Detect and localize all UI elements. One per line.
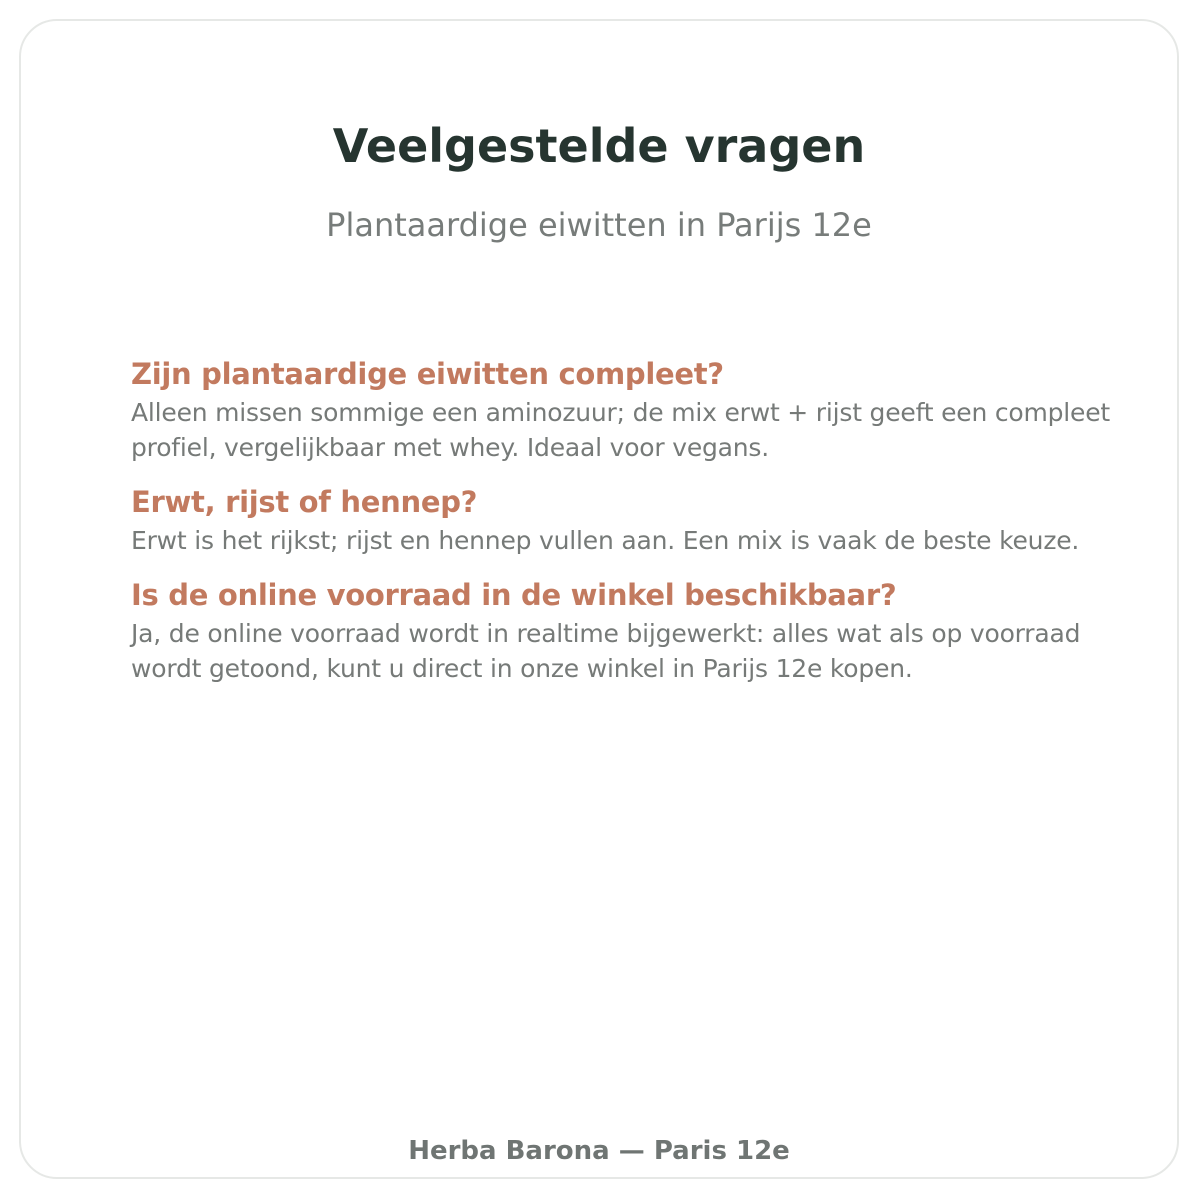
faq-answer: Ja, de online voorraad wordt in realtime bijgewerkt: alles wat als op voorraad wordt getoond, kunt u direct in onze winkel in Parijs 12e kopen. — [131, 619, 1081, 683]
faq-answer: Erwt is het rijkst; rijst en hennep vullen aan. Een mix is vaak de beste keuze. — [131, 526, 1080, 555]
page-title: Veelgestelde vragen — [332, 119, 866, 173]
faq-card — [19, 19, 1179, 1179]
faq-list — [131, 355, 1131, 704]
faq-item — [131, 355, 1131, 465]
faq-question: Erwt, rijst of hennep? — [131, 485, 478, 519]
footer-store-name: Herba Barona — Paris 12e — [408, 1136, 790, 1166]
page-subtitle: Plantaardige eiwitten in Parijs 12e — [326, 206, 872, 244]
faq-answer: Alleen missen sommige een aminozuur; de mix erwt + rijst geeft een compleet profiel, vergelijkbaar met whey. Ideaal voor vegans. — [131, 398, 1111, 462]
faq-item — [131, 483, 1131, 558]
faq-question: Is de online voorraad in de winkel beschikbaar? — [131, 578, 897, 612]
faq-item — [131, 576, 1131, 686]
faq-question: Zijn plantaardige eiwitten compleet? — [131, 357, 724, 391]
